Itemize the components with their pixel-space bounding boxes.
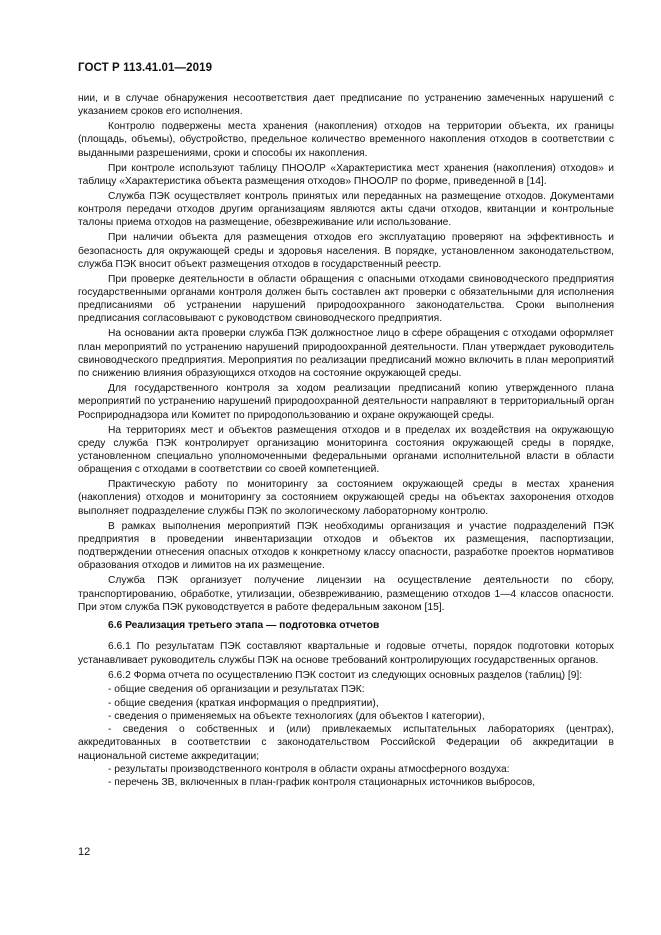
paragraph: В рамках выполнения мероприятий ПЭК необходимы организация и участие подразделений ПЭК предприятия в проведении инвентаризации отходов и объектов их размещения, паспортизации, подтверждении отнесения опасных отходов к конкретному классу опасности, разработке проектов нормативов образования отходов и лимитов на их размещение. [78, 520, 614, 572]
paragraph: Для государственного контроля за ходом реализации предписаний копию утвержденного плана мероприятий по устранению нарушений природоохранной деятельности направляют в территориальный орган Росприроднадзора или Комитет по природопользованию и охране окружающей среды. [78, 383, 614, 421]
paragraph: Контролю подвержены места хранения (накопления) отходов на территории объекта, их границы (площадь, объемы), обустройство, предельное количество временного накопления отходов в соответствии с выданными разрешениями, сроки и способы их накопления. [78, 121, 614, 159]
paragraph: 6.6.2 Форма отчета по осуществлению ПЭК состоит из следующих основных разделов (таблиц) [9]: [108, 669, 583, 681]
paragraph: При проверке деятельности в области обращения с опасными отходами свиноводческого предприятия государственными органами контроля должен быть составлен акт проверки с обязательными для исполнения предписаниями об устранении нарушений природоохранного законодательства. Сроки выполнения предписания согласовывают с руководством свиноводческого предприятия. [78, 273, 614, 325]
paragraph: Служба ПЭК осуществляет контроль принятых или переданных на размещение отходов. Документами контроля передачи отходов другим организациям являются акты сдачи отходов, квитанции и контрольные талоны приема отходов на размещение, обезвреживание или использование. [78, 190, 614, 229]
page-number: 12 [78, 846, 91, 858]
page-body [78, 92, 614, 789]
list-item: - перечень ЗВ, включенных в план-график контроля стационарных источников выбросов, [108, 777, 536, 789]
list-item: - общие сведения об организации и результатах ПЭК: [108, 684, 365, 696]
list-item: - общие сведения (краткая информация о предприятии), [108, 697, 379, 709]
paragraph: Практическую работу по мониторингу за состоянием окружающей среды в местах хранения (накопления) отходов и мониторингу за состоянием окружающей среды на объектах захоронения отходов выполняет подразделение службы ПЭК по экологическому лабораторному контролю. [78, 479, 614, 517]
paragraph: При наличии объекта для размещения отходов его эксплуатацию проверяют на эффективность и безопасность для окружающей среды и здоровья населения. В порядке, установленном законодательством, служба ПЭК вносит объект размещения отходов в государственный реестр. [78, 232, 614, 270]
list-item: - сведения о собственных и (или) привлекаемых испытательных лабораториях (центрах), аккредитованных в соответствии с законодательством Российской Федерации об аккредитации в национальной системе аккредитации; [78, 724, 614, 762]
list-item: - сведения о применяемых на объекте технологиях (для объектов I категории), [108, 710, 485, 722]
paragraph: нии, и в случае обнаружения несоответствия дает предписание по устранению замеченных нарушений с указанием сроков его исполнения. [78, 93, 614, 118]
paragraph: При контроле используют таблицу ПНООЛР «Характеристика мест хранения (накопления) отходов» и таблицу «Характеристика объекта размещения отходов» ПНООЛР по форме, приведенной в [14]. [78, 162, 614, 187]
paragraph: 6.6.1 По результатам ПЭК составляют квартальные и годовые отчеты, порядок подготовки которых устанавливает руководитель службы ПЭК на основе требований контролирующих государственных органов. [78, 641, 614, 666]
list-item: - результаты производственного контроля в области охраны атмосферного воздуха: [108, 763, 510, 775]
paragraph: Служба ПЭК организует получение лицензии на осуществление деятельности по сбору, транспортированию, обработке, утилизации, обезвреживанию, размещению отходов 1—4 классов опасности. При этом служба ПЭК руководствуется в работе федеральным законом [15]. [78, 575, 614, 613]
paragraph: На территориях мест и объектов размещения отходов и в пределах их воздействия на окружающую среду служба ПЭК контролирует организацию мониторинга состояния окружающей среды в порядке, установленном специально уполномоченными федеральными органами исполнительной власти в области обращения с отходами в соответствии со своей компетенцией. [78, 424, 614, 476]
document-header-id: ГОСТ Р 113.41.01—2019 [78, 62, 213, 74]
paragraph: На основании акта проверки служба ПЭК должностное лицо в сфере обращения с отходами оформляет план мероприятий по устранению нарушений природоохранной деятельности. План утверждает руководитель свиноводческого предприятия. Мероприятия по реализации предписаний можно включить в план мероприятий по снижению влияния образующихся отходов на состояние окружающей среды. [78, 328, 614, 380]
section-heading: 6.6 Реализация третьего этапа — подготовка отчетов [108, 620, 380, 632]
